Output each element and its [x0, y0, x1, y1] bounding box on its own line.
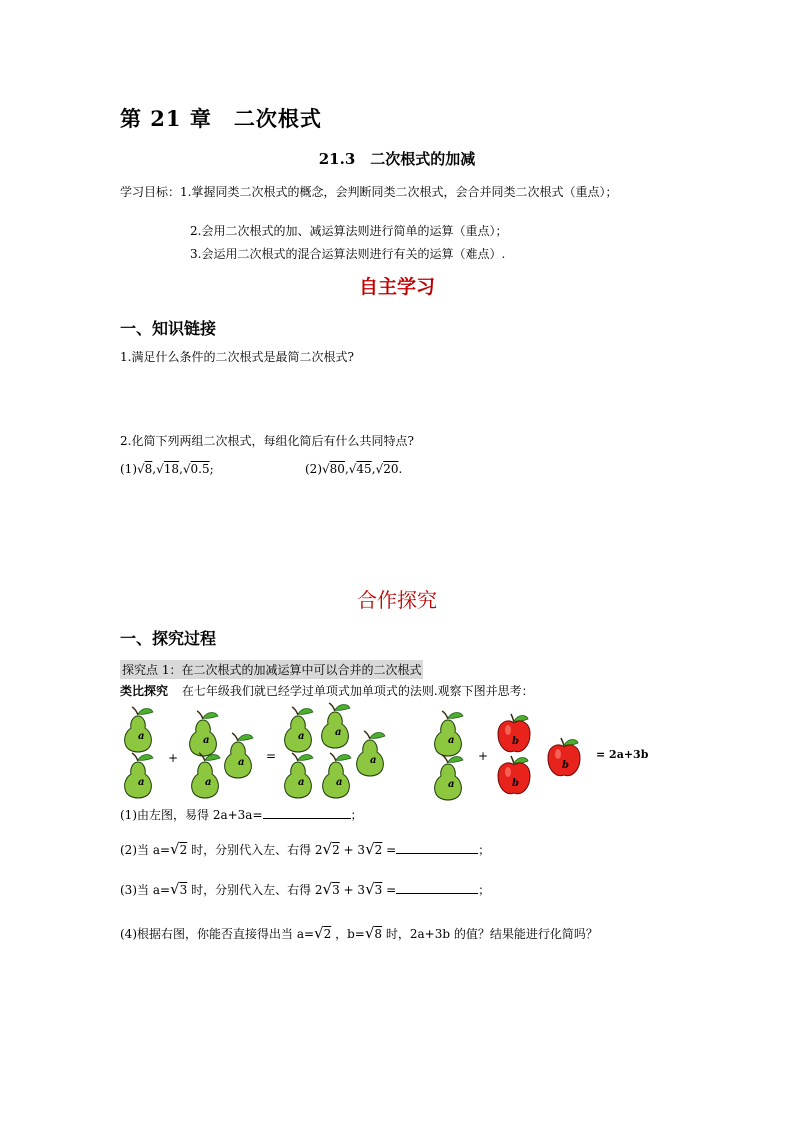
- question-4: (4)根据右图，你能否直接得出当 a=√2 ，b=√8 时，2a+3b 的值？结果能进行化简吗？: [120, 924, 598, 942]
- pear-icon: [125, 753, 153, 798]
- fruit-figure: [118, 702, 658, 802]
- svg-text:a: a: [138, 777, 145, 788]
- question-3: (3)当 a=√3 时，分别代入左、右得 2√3 + 3√3 = ；: [120, 880, 491, 898]
- analogy-line: [120, 682, 534, 699]
- knowledge-link-heading: 一、知识链接: [120, 319, 217, 338]
- pear-icon: [225, 733, 253, 778]
- question-2: (2)当 a=√2 时，分别代入左、右得 2√2 + 3√2 = ；: [120, 840, 491, 858]
- analogy-label: 类比探究: [120, 684, 169, 698]
- objective-3: 3.会运用二次根式的混合运算法则进行有关的运算（难点）.: [190, 247, 506, 261]
- section-title: 21.3 二次根式的加减: [318, 150, 476, 168]
- answer-blank[interactable]: [396, 881, 478, 894]
- radicand: 18: [163, 462, 180, 476]
- self-study-heading: 自主学习: [358, 276, 435, 298]
- question-1: (1)由左图，易得 2a+3a= ；: [120, 808, 363, 822]
- pear-icon: [323, 753, 351, 798]
- equals-sign: =: [266, 749, 277, 763]
- chapter-title: 第 21 章 二次根式: [120, 106, 322, 131]
- radical-group-2: (2)√80,√45,√20.: [305, 462, 403, 476]
- objective-2: 2.会用二次根式的加、减运算法则进行简单的运算（重点）；: [190, 224, 508, 238]
- pear-icon: [435, 755, 463, 800]
- svg-text:a: a: [298, 731, 305, 742]
- svg-text:a: a: [335, 727, 342, 738]
- plus-sign: +: [168, 751, 179, 765]
- svg-text:a: a: [448, 735, 455, 746]
- analogy-text: 在七年级我们就已经学过单项式加单项式的法则.观察下图并思考：: [181, 684, 534, 698]
- pear-icon: [435, 711, 463, 756]
- svg-text:a: a: [448, 779, 455, 790]
- apple-icon: [498, 756, 530, 794]
- svg-text:a: a: [138, 731, 145, 742]
- apple-icon: [548, 738, 580, 776]
- pear-icon: [190, 711, 218, 756]
- plus-sign: +: [478, 749, 489, 763]
- knowledge-question-1: 1.满足什么条件的二次根式是最简二次根式?: [120, 350, 354, 364]
- apple-icon: [498, 714, 530, 752]
- objective-1: 学习目标：1.掌握同类二次根式的概念，会判断同类二次根式，会合并同类二次根式（重点）；: [120, 185, 618, 199]
- knowledge-question-2: 2.化简下列两组二次根式，每组化简后有什么共同特点?: [120, 434, 414, 448]
- fruit-result: = 2a+3b: [596, 748, 649, 761]
- pear-icon: [285, 707, 313, 752]
- pear-icon: [357, 731, 385, 776]
- radicand: 0.5: [190, 462, 210, 476]
- coop-heading: 合作探究: [357, 588, 437, 612]
- svg-text:b: b: [512, 778, 519, 789]
- pear-icon: [285, 753, 313, 798]
- explore-process-heading: 一、探究过程: [120, 629, 217, 648]
- svg-text:a: a: [370, 755, 377, 766]
- svg-text:a: a: [298, 777, 305, 788]
- svg-text:b: b: [562, 760, 569, 771]
- radicand: 45: [356, 462, 372, 476]
- pear-icon: [322, 703, 350, 748]
- svg-text:a: a: [336, 777, 343, 788]
- svg-text:a: a: [205, 777, 212, 788]
- radicand: 8: [144, 462, 153, 476]
- pear-icon: [192, 753, 220, 798]
- explore-point-1: 探究点 1：在二次根式的加减运算中可以合并的二次根式: [120, 660, 423, 679]
- answer-blank[interactable]: [263, 806, 351, 819]
- radical-group-1: (1)√8,√18,√0.5;: [120, 462, 214, 476]
- radicand: 80: [329, 462, 345, 476]
- svg-text:a: a: [238, 757, 245, 768]
- svg-text:a: a: [203, 735, 210, 746]
- svg-text:b: b: [512, 736, 519, 747]
- answer-blank[interactable]: [396, 841, 478, 854]
- radicand: 20: [383, 462, 399, 476]
- pear-icon: [125, 707, 153, 752]
